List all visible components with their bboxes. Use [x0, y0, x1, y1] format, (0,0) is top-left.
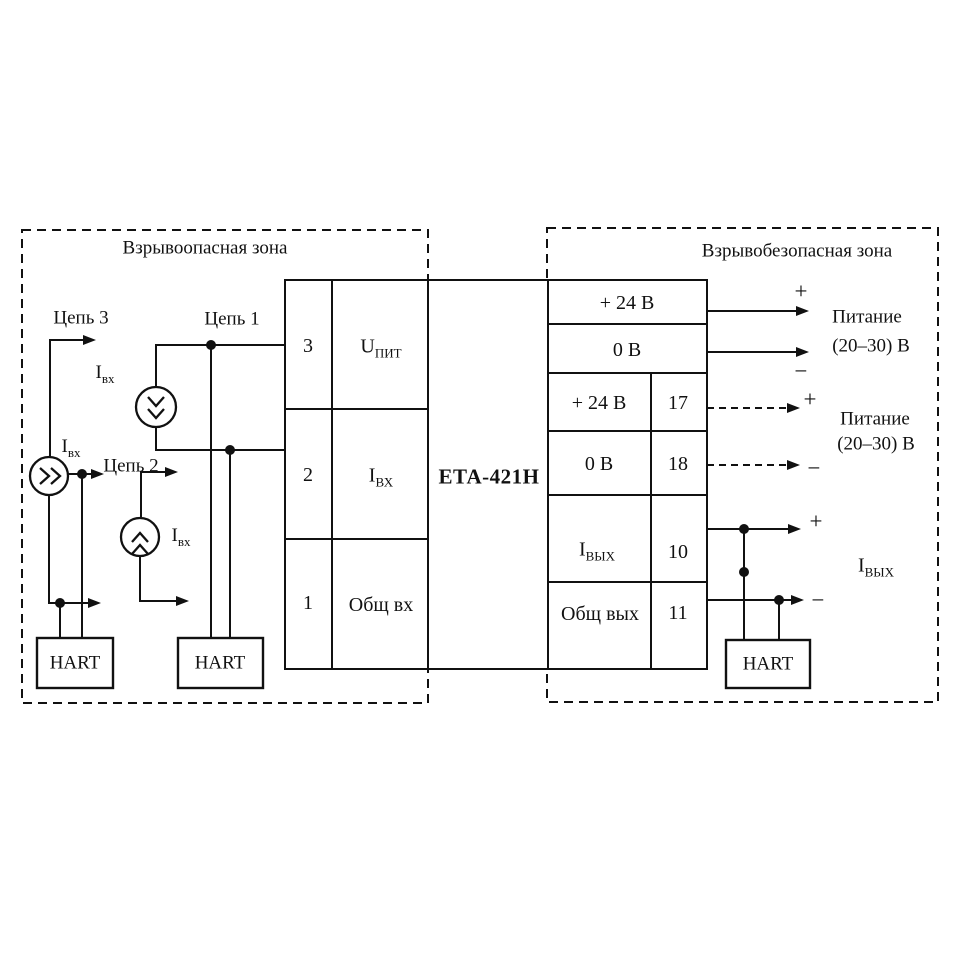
- output-terminal-10-number: 10: [668, 541, 688, 563]
- loop2-current-label: [172, 526, 191, 548]
- arrowhead: [787, 403, 800, 413]
- label-base: I: [95, 362, 102, 383]
- output-terminal-18-label: 0 В: [584, 453, 614, 475]
- output-terminal-18-number: 18: [668, 453, 688, 475]
- junction-dot: [739, 567, 749, 577]
- hart-label-2: HART: [194, 652, 246, 674]
- arrowhead: [787, 460, 800, 470]
- power-main-plus-sign: +: [794, 278, 808, 304]
- label-base: I: [61, 436, 68, 457]
- input-terminal-1-label: Общ вх: [348, 594, 414, 616]
- label-base: I: [171, 525, 178, 546]
- power-main-range: (20–30) В: [832, 335, 910, 357]
- power-main-minus-sign: −: [794, 358, 808, 384]
- loop3-name: Цепь 3: [53, 307, 109, 329]
- device-model-label: ЕТА-421Н: [438, 464, 540, 489]
- input-terminal-3-label: [360, 337, 401, 360]
- output-terminal-11-number: 11: [668, 602, 688, 624]
- input-terminal-3-number: 3: [303, 335, 313, 357]
- output-terminal-11-label: Общ вых: [561, 603, 639, 625]
- loop1-name: Цепь 1: [204, 308, 260, 330]
- label-sub: ВЫХ: [585, 548, 616, 564]
- arrowhead: [176, 596, 189, 606]
- iout-label: [858, 556, 894, 579]
- loop1-top-wire: [156, 345, 285, 388]
- label-sub: вх: [101, 371, 115, 386]
- arrowhead: [83, 335, 96, 345]
- arrowhead: [788, 524, 801, 534]
- label-base: I: [578, 538, 586, 561]
- loop3-current-label: [62, 437, 81, 459]
- output-terminal-10-label: [579, 540, 615, 563]
- junction-dot: [774, 595, 784, 605]
- label-base: I: [368, 464, 376, 487]
- label-sub: ПИТ: [374, 345, 402, 361]
- junction-dot: [77, 469, 87, 479]
- power-aux-title: Питание: [840, 408, 910, 430]
- output-terminal-17-number: 17: [668, 392, 688, 414]
- input-terminal-1-number: 1: [303, 592, 313, 614]
- label-sub: ВЫХ: [864, 564, 895, 580]
- input-terminal-2-label: [369, 466, 393, 489]
- safe-zone-title: Взрывобезопасная зона: [701, 240, 893, 262]
- loop1-current-label: [96, 363, 115, 385]
- junction-dot: [739, 524, 749, 534]
- output-terminal-17-label: + 24 В: [571, 392, 627, 414]
- hart-label-1: HART: [49, 652, 101, 674]
- junction-dot: [206, 340, 216, 350]
- label-sub: вх: [177, 534, 191, 549]
- power-aux-range: (20–30) В: [837, 433, 915, 455]
- loop2-top-arrow-wire: [141, 472, 166, 517]
- hazardous-zone-title: Взрывоопасная зона: [122, 237, 288, 259]
- power-aux-minus-sign: −: [807, 455, 821, 481]
- loop2-bottom-arrow-wire: [140, 556, 177, 601]
- label-sub: вх: [67, 445, 81, 460]
- label-base: U: [360, 335, 375, 358]
- junction-dot: [225, 445, 235, 455]
- arrowhead: [165, 467, 178, 477]
- current-source-loop2-icon: [121, 518, 159, 556]
- output-terminal-24v-label: + 24 В: [599, 292, 655, 314]
- output-terminal-0v-label: 0 В: [612, 339, 642, 361]
- power-main-title: Питание: [832, 306, 902, 328]
- junction-dot: [55, 598, 65, 608]
- arrowhead: [91, 469, 104, 479]
- arrowhead: [88, 598, 101, 608]
- loop2-name: Цепь 2: [103, 455, 159, 477]
- input-terminal-2-number: 2: [303, 464, 313, 486]
- label-sub: ВХ: [375, 474, 394, 490]
- loop1-bottom-wire: [156, 427, 285, 450]
- arrowhead: [796, 306, 809, 316]
- iout-minus-sign: −: [811, 587, 825, 613]
- hart-label-3: HART: [742, 653, 794, 675]
- arrowhead: [796, 347, 809, 357]
- label-base: I: [857, 554, 865, 577]
- arrowhead: [791, 595, 804, 605]
- power-aux-plus-sign: +: [803, 386, 817, 412]
- dashed-wires: [707, 408, 788, 465]
- iout-plus-sign: +: [809, 508, 823, 534]
